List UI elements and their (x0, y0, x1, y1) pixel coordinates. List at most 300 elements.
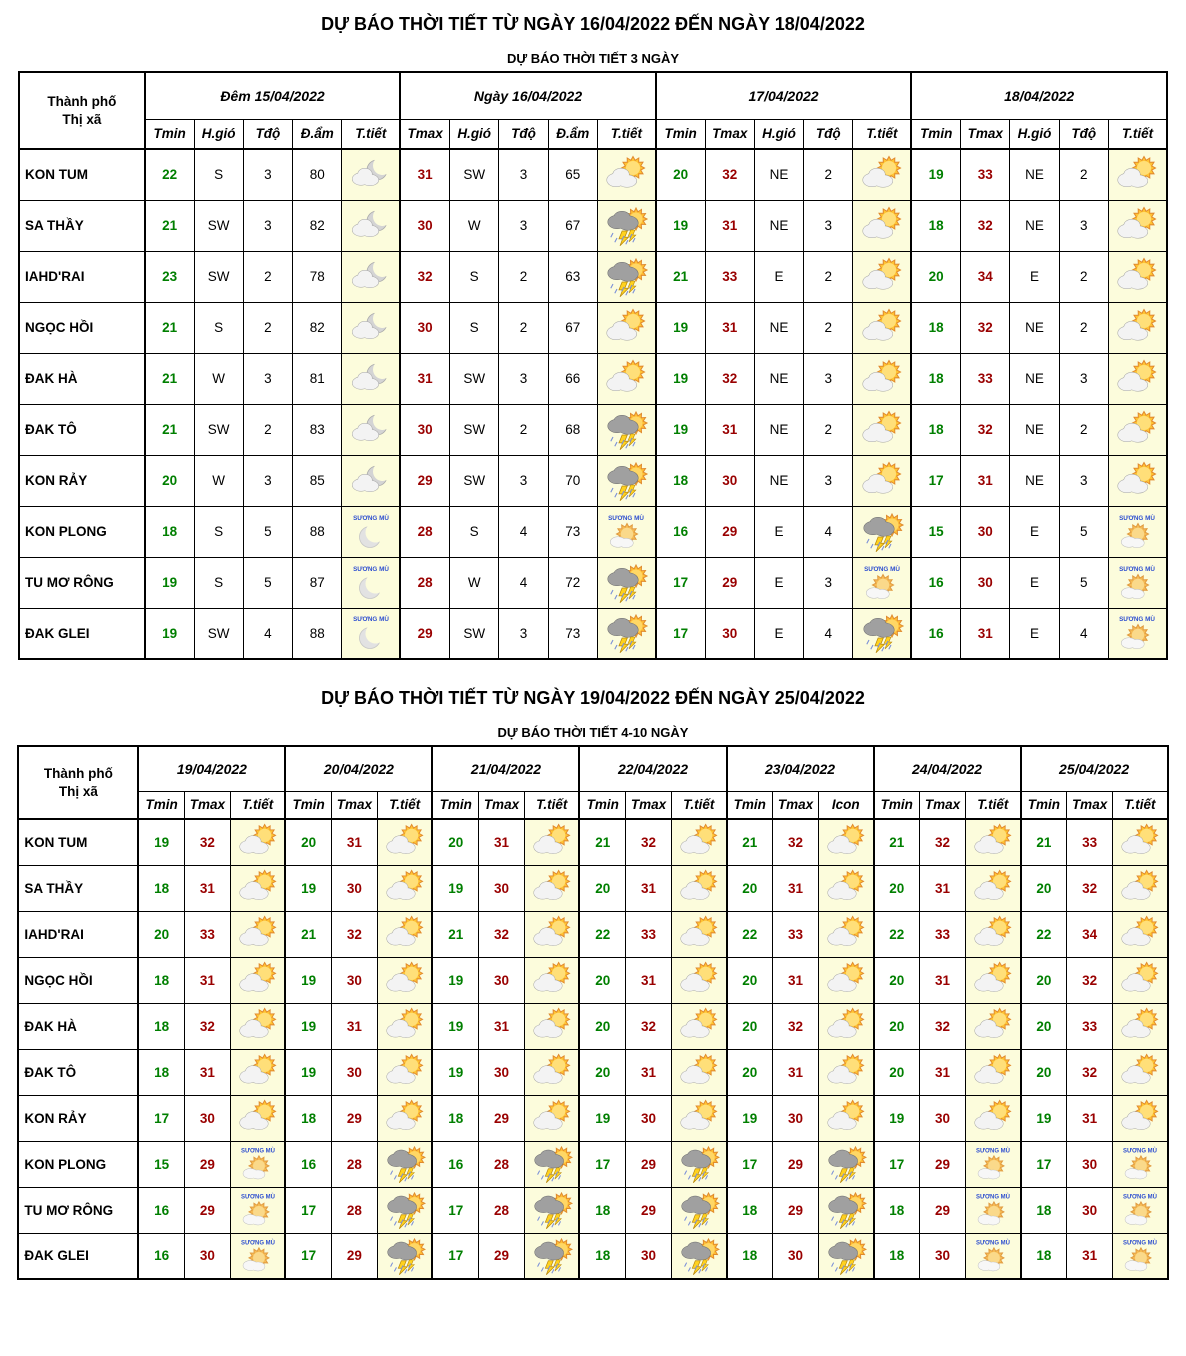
sun-cloud-icon (677, 823, 721, 861)
value-cell: 33 (961, 149, 1010, 200)
weather-icon-cell (819, 957, 874, 1003)
sun-cloud-icon (824, 1007, 868, 1045)
sun-cloud-icon (677, 1053, 721, 1091)
value-cell: 31 (773, 1049, 819, 1095)
value-cell: 30 (478, 1049, 524, 1095)
column-header: Tmin (1021, 791, 1067, 819)
value-cell: 20 (727, 1003, 773, 1049)
table-row (19, 149, 1167, 200)
cloud-moon-icon (348, 359, 394, 399)
cloud-moon-icon (348, 461, 394, 501)
storm-icon (677, 1237, 721, 1275)
sun-cloud-icon (824, 869, 868, 907)
value-cell: 19 (656, 353, 705, 404)
column-header: T.tiết (1108, 119, 1167, 149)
value-cell: 20 (1021, 1049, 1067, 1095)
value-cell: 19 (579, 1095, 625, 1141)
value-cell: 20 (579, 1049, 625, 1095)
sun-cloud-icon (824, 961, 868, 999)
weather-icon-cell (230, 865, 285, 911)
value-cell: 3 (243, 455, 292, 506)
sun-cloud-icon (1118, 823, 1162, 861)
weather-icon-cell (597, 200, 655, 251)
value-cell: 17 (285, 1187, 331, 1233)
value-cell: 28 (478, 1187, 524, 1233)
weather-icon-cell (1113, 1003, 1168, 1049)
value-cell: 33 (961, 353, 1010, 404)
column-header: Tmin (911, 119, 960, 149)
date-group-header: 19/04/2022 (138, 746, 285, 791)
sun-cloud-icon (383, 823, 427, 861)
value-cell: 29 (773, 1141, 819, 1187)
weather-icon-cell (377, 1003, 432, 1049)
value-cell: 81 (293, 353, 342, 404)
table-row (19, 353, 1167, 404)
value-cell: 32 (625, 819, 671, 865)
value-cell: SW (450, 455, 499, 506)
weather-icon-cell (853, 608, 911, 659)
storm-icon (603, 613, 649, 653)
column-header: T.tiết (524, 791, 579, 819)
value-cell: 19 (145, 608, 194, 659)
value-cell: 31 (961, 455, 1010, 506)
fog-sun-icon (1114, 563, 1160, 603)
sun-cloud-icon (603, 155, 649, 195)
value-cell: 29 (331, 1095, 377, 1141)
weather-icon-cell (1113, 957, 1168, 1003)
value-cell: 31 (625, 1049, 671, 1095)
date-group-header: 23/04/2022 (727, 746, 874, 791)
table-row (19, 608, 1167, 659)
weather-icon-cell (819, 865, 874, 911)
sun-cloud-icon (677, 869, 721, 907)
value-cell: 20 (432, 819, 478, 865)
value-cell: W (194, 353, 243, 404)
weather-icon-cell (853, 302, 911, 353)
cloud-moon-icon (348, 206, 394, 246)
value-cell: 30 (705, 608, 754, 659)
value-cell: E (754, 251, 803, 302)
value-cell: 18 (874, 1187, 920, 1233)
city-cell: ĐAK GLEI (18, 1233, 138, 1279)
value-cell: 18 (432, 1095, 478, 1141)
value-cell: 22 (1021, 911, 1067, 957)
value-cell: 17 (911, 455, 960, 506)
value-cell: 20 (1021, 957, 1067, 1003)
fog-moon-icon (348, 563, 394, 603)
value-cell: 28 (331, 1141, 377, 1187)
value-cell: 32 (184, 819, 230, 865)
value-cell: 20 (727, 1049, 773, 1095)
value-cell: 32 (1067, 957, 1113, 1003)
value-cell: 32 (400, 251, 449, 302)
weather-icon-cell (377, 1233, 432, 1279)
value-cell: 33 (920, 911, 966, 957)
value-cell: SW (450, 353, 499, 404)
value-cell: 29 (625, 1141, 671, 1187)
value-cell: 16 (911, 557, 960, 608)
storm-icon (603, 206, 649, 246)
value-cell: 33 (773, 911, 819, 957)
value-cell: 3 (1059, 455, 1108, 506)
cloud-moon-icon (348, 308, 394, 348)
value-cell: SW (194, 251, 243, 302)
weather-icon-cell (1108, 506, 1167, 557)
weather-icon-cell (853, 251, 911, 302)
sun-cloud-icon (383, 915, 427, 953)
value-cell: 29 (478, 1095, 524, 1141)
value-cell: 21 (285, 911, 331, 957)
value-cell: 30 (961, 557, 1010, 608)
weather-icon-cell (377, 1049, 432, 1095)
value-cell: 32 (705, 353, 754, 404)
value-cell: 23 (145, 251, 194, 302)
weather-icon-cell (524, 957, 579, 1003)
weather-icon-cell (1108, 608, 1167, 659)
weather-icon-cell (671, 819, 726, 865)
weather-icon-cell (671, 1187, 726, 1233)
column-header: T.tiết (342, 119, 400, 149)
value-cell: 19 (432, 1003, 478, 1049)
weather-icon-cell (819, 1187, 874, 1233)
value-cell: 34 (961, 251, 1010, 302)
date-group-header: 17/04/2022 (656, 72, 912, 119)
value-cell: 2 (499, 251, 548, 302)
value-cell: 20 (138, 911, 184, 957)
sun-cloud-icon (859, 410, 905, 450)
value-cell: 20 (285, 819, 331, 865)
sun-cloud-icon (824, 915, 868, 953)
value-cell: 73 (548, 608, 597, 659)
sun-cloud-icon (603, 308, 649, 348)
value-cell: 20 (579, 865, 625, 911)
cloud-moon-icon (348, 257, 394, 297)
weather-icon-cell (1113, 1095, 1168, 1141)
value-cell: 31 (920, 1049, 966, 1095)
value-cell: 18 (138, 1003, 184, 1049)
weather-icon-cell (377, 1187, 432, 1233)
sun-cloud-icon (530, 1053, 574, 1091)
value-cell: 18 (138, 865, 184, 911)
weather-icon-cell (230, 1095, 285, 1141)
weather-icon-cell (342, 302, 400, 353)
table-row (18, 911, 1167, 957)
value-cell: 68 (548, 404, 597, 455)
column-header: Tmax (961, 119, 1010, 149)
value-cell: 19 (285, 865, 331, 911)
value-cell: 19 (145, 557, 194, 608)
value-cell: 29 (400, 608, 449, 659)
value-cell: 31 (184, 865, 230, 911)
table-row (18, 865, 1167, 911)
sun-cloud-icon (1114, 308, 1160, 348)
sun-cloud-icon (1114, 155, 1160, 195)
weather-icon-cell (853, 353, 911, 404)
value-cell: 20 (874, 957, 920, 1003)
fog-sun-icon (1114, 512, 1160, 552)
value-cell: 2 (1059, 404, 1108, 455)
weather-icon-cell (230, 957, 285, 1003)
city-cell: KON TUM (18, 819, 138, 865)
column-header: H.gió (754, 119, 803, 149)
date-group-header: Ngày 16/04/2022 (400, 72, 656, 119)
value-cell: 17 (656, 557, 705, 608)
table2-title: DỰ BÁO THỜI TIẾT TỪ NGÀY 19/04/2022 ĐẾN NGÀY 25/04/2022 (321, 688, 865, 708)
fog-sun-icon (971, 1145, 1015, 1183)
storm-icon (603, 410, 649, 450)
column-header: Tmax (705, 119, 754, 149)
fog-moon-icon (348, 512, 394, 552)
sun-cloud-icon (1118, 915, 1162, 953)
sun-cloud-icon (971, 915, 1015, 953)
value-cell: 29 (478, 1233, 524, 1279)
column-header: Tđộ (499, 119, 548, 149)
sun-cloud-icon (530, 961, 574, 999)
sun-cloud-icon (236, 823, 280, 861)
value-cell: 30 (331, 1049, 377, 1095)
value-cell: 33 (625, 911, 671, 957)
value-cell: 21 (874, 819, 920, 865)
value-cell: 5 (1059, 557, 1108, 608)
column-header: Đ.ẩm (293, 119, 342, 149)
sun-cloud-icon (1118, 961, 1162, 999)
weather-icon-cell (230, 1233, 285, 1279)
weather-icon-cell (230, 911, 285, 957)
column-header: T.tiết (853, 119, 911, 149)
value-cell: 28 (331, 1187, 377, 1233)
value-cell: W (194, 455, 243, 506)
weather-icon-cell (819, 819, 874, 865)
value-cell: S (194, 557, 243, 608)
storm-icon (383, 1237, 427, 1275)
value-cell: 30 (331, 957, 377, 1003)
value-cell: 65 (548, 149, 597, 200)
value-cell: 21 (727, 819, 773, 865)
value-cell: 18 (138, 957, 184, 1003)
weather-icon-cell (342, 149, 400, 200)
weather-icon-cell (524, 865, 579, 911)
value-cell: 18 (138, 1049, 184, 1095)
value-cell: 63 (548, 251, 597, 302)
value-cell: 17 (656, 608, 705, 659)
forecast-4-10day-table-container (0, 745, 1186, 1280)
weather-icon-cell (819, 911, 874, 957)
value-cell: 3 (804, 455, 853, 506)
weather-icon-cell (597, 404, 655, 455)
value-cell: 32 (920, 1003, 966, 1049)
value-cell: 20 (874, 1003, 920, 1049)
value-cell: 31 (773, 865, 819, 911)
sun-cloud-icon (1114, 410, 1160, 450)
value-cell: 4 (804, 506, 853, 557)
value-cell: 29 (920, 1187, 966, 1233)
value-cell: 67 (548, 200, 597, 251)
sun-cloud-icon (1114, 206, 1160, 246)
value-cell: 2 (243, 302, 292, 353)
value-cell: 4 (1059, 608, 1108, 659)
value-cell: NE (1010, 404, 1059, 455)
value-cell: 3 (804, 353, 853, 404)
value-cell: 30 (400, 302, 449, 353)
value-cell: 31 (184, 957, 230, 1003)
sun-cloud-icon (824, 1099, 868, 1137)
value-cell: 18 (874, 1233, 920, 1279)
value-cell: NE (754, 353, 803, 404)
table-row (18, 1003, 1167, 1049)
value-cell: 21 (579, 819, 625, 865)
value-cell: 31 (1067, 1095, 1113, 1141)
value-cell: 72 (548, 557, 597, 608)
weather-icon-cell (524, 819, 579, 865)
value-cell: 17 (579, 1141, 625, 1187)
value-cell: 18 (656, 455, 705, 506)
fog-sun-icon (1118, 1145, 1162, 1183)
table1-subtitle: DỰ BÁO THỜI TIẾT 3 NGÀY (506, 51, 680, 66)
value-cell: 30 (1067, 1141, 1113, 1187)
value-cell: 31 (920, 865, 966, 911)
value-cell: 18 (579, 1187, 625, 1233)
weather-icon-cell (819, 1095, 874, 1141)
weather-icon-cell (1113, 1049, 1168, 1095)
value-cell: 2 (243, 251, 292, 302)
weather-icon-cell (377, 1141, 432, 1187)
weather-icon-cell (1108, 200, 1167, 251)
value-cell: 31 (625, 865, 671, 911)
column-header: H.gió (450, 119, 499, 149)
value-cell: 16 (911, 608, 960, 659)
weather-icon-cell (853, 557, 911, 608)
weather-icon-cell (853, 404, 911, 455)
table-row (18, 819, 1167, 865)
value-cell: 20 (1021, 865, 1067, 911)
value-cell: S (194, 506, 243, 557)
city-cell: KON RẢY (18, 1095, 138, 1141)
value-cell: 29 (705, 557, 754, 608)
value-cell: 3 (243, 149, 292, 200)
value-cell: NE (1010, 149, 1059, 200)
sun-cloud-icon (236, 915, 280, 953)
storm-icon (383, 1191, 427, 1229)
value-cell: 18 (579, 1233, 625, 1279)
value-cell: 21 (1021, 819, 1067, 865)
value-cell: 30 (400, 200, 449, 251)
value-cell: SW (194, 200, 243, 251)
value-cell: 30 (705, 455, 754, 506)
weather-icon-cell (966, 1095, 1021, 1141)
value-cell: 30 (400, 404, 449, 455)
column-header: Đ.ẩm (548, 119, 597, 149)
column-header: Tmax (184, 791, 230, 819)
sun-cloud-icon (530, 869, 574, 907)
value-cell: 88 (293, 608, 342, 659)
value-cell: NE (754, 404, 803, 455)
value-cell: 34 (1067, 911, 1113, 957)
column-header: T.tiết (597, 119, 655, 149)
value-cell: 32 (920, 819, 966, 865)
value-cell: 31 (625, 957, 671, 1003)
weather-icon-cell (1108, 149, 1167, 200)
weather-icon-cell (819, 1003, 874, 1049)
svg-text:SƯƠNG MÙ: SƯƠNG MÙ (863, 565, 900, 573)
storm-icon (859, 613, 905, 653)
value-cell: S (450, 506, 499, 557)
value-cell: 31 (478, 1003, 524, 1049)
weather-icon-cell (671, 1233, 726, 1279)
city-cell: TU MƠ RÔNG (19, 557, 145, 608)
value-cell: 16 (285, 1141, 331, 1187)
weather-icon-cell (597, 506, 655, 557)
value-cell: 32 (625, 1003, 671, 1049)
sun-cloud-icon (1118, 1007, 1162, 1045)
weather-icon-cell (1108, 251, 1167, 302)
value-cell: 18 (727, 1233, 773, 1279)
table-row (19, 404, 1167, 455)
column-header: Tmax (625, 791, 671, 819)
value-cell: 32 (961, 302, 1010, 353)
sun-cloud-icon (677, 961, 721, 999)
corner-header: Thành phố Thị xã (19, 72, 145, 149)
value-cell: 16 (138, 1233, 184, 1279)
forecast-3day-table (18, 71, 1168, 660)
value-cell: S (450, 302, 499, 353)
weather-icon-cell (853, 149, 911, 200)
city-cell: TU MƠ RÔNG (18, 1187, 138, 1233)
city-cell: ĐAK HÀ (18, 1003, 138, 1049)
city-cell: SA THẦY (18, 865, 138, 911)
svg-text:SƯƠNG MÙ: SƯƠNG MÙ (1122, 1240, 1157, 1247)
weather-icon-cell (966, 865, 1021, 911)
value-cell: 3 (1059, 353, 1108, 404)
weather-icon-cell (671, 1095, 726, 1141)
table-row (19, 455, 1167, 506)
svg-text:SƯƠNG MÙ: SƯƠNG MÙ (608, 514, 645, 522)
value-cell: 16 (432, 1141, 478, 1187)
value-cell: 22 (145, 149, 194, 200)
value-cell: 29 (184, 1141, 230, 1187)
value-cell: E (754, 557, 803, 608)
svg-text:SƯƠNG MÙ: SƯƠNG MÙ (975, 1240, 1010, 1247)
value-cell: 30 (625, 1095, 671, 1141)
sun-cloud-icon (236, 1007, 280, 1045)
weather-icon-cell (671, 957, 726, 1003)
cloud-moon-icon (348, 155, 394, 195)
weather-icon-cell (230, 1141, 285, 1187)
value-cell: SW (450, 404, 499, 455)
value-cell: 28 (478, 1141, 524, 1187)
value-cell: 73 (548, 506, 597, 557)
fog-sun-icon (1118, 1237, 1162, 1275)
value-cell: SW (450, 608, 499, 659)
date-group-header: 24/04/2022 (874, 746, 1021, 791)
value-cell: NE (1010, 455, 1059, 506)
table-row (18, 957, 1167, 1003)
weather-icon-cell (377, 819, 432, 865)
column-header: Tmax (331, 791, 377, 819)
city-cell: SA THẦY (19, 200, 145, 251)
weather-icon-cell (597, 557, 655, 608)
column-header: H.gió (194, 119, 243, 149)
column-header: Tmax (1067, 791, 1113, 819)
value-cell: 21 (145, 200, 194, 251)
value-cell: S (194, 302, 243, 353)
fog-sun-icon (236, 1191, 280, 1229)
weather-icon-cell (966, 957, 1021, 1003)
column-header: Icon (819, 791, 874, 819)
sun-cloud-icon (383, 1053, 427, 1091)
city-cell: ĐAK HÀ (19, 353, 145, 404)
svg-text:SƯƠNG MÙ: SƯƠNG MÙ (1119, 616, 1156, 624)
weather-icon-cell (1113, 865, 1168, 911)
